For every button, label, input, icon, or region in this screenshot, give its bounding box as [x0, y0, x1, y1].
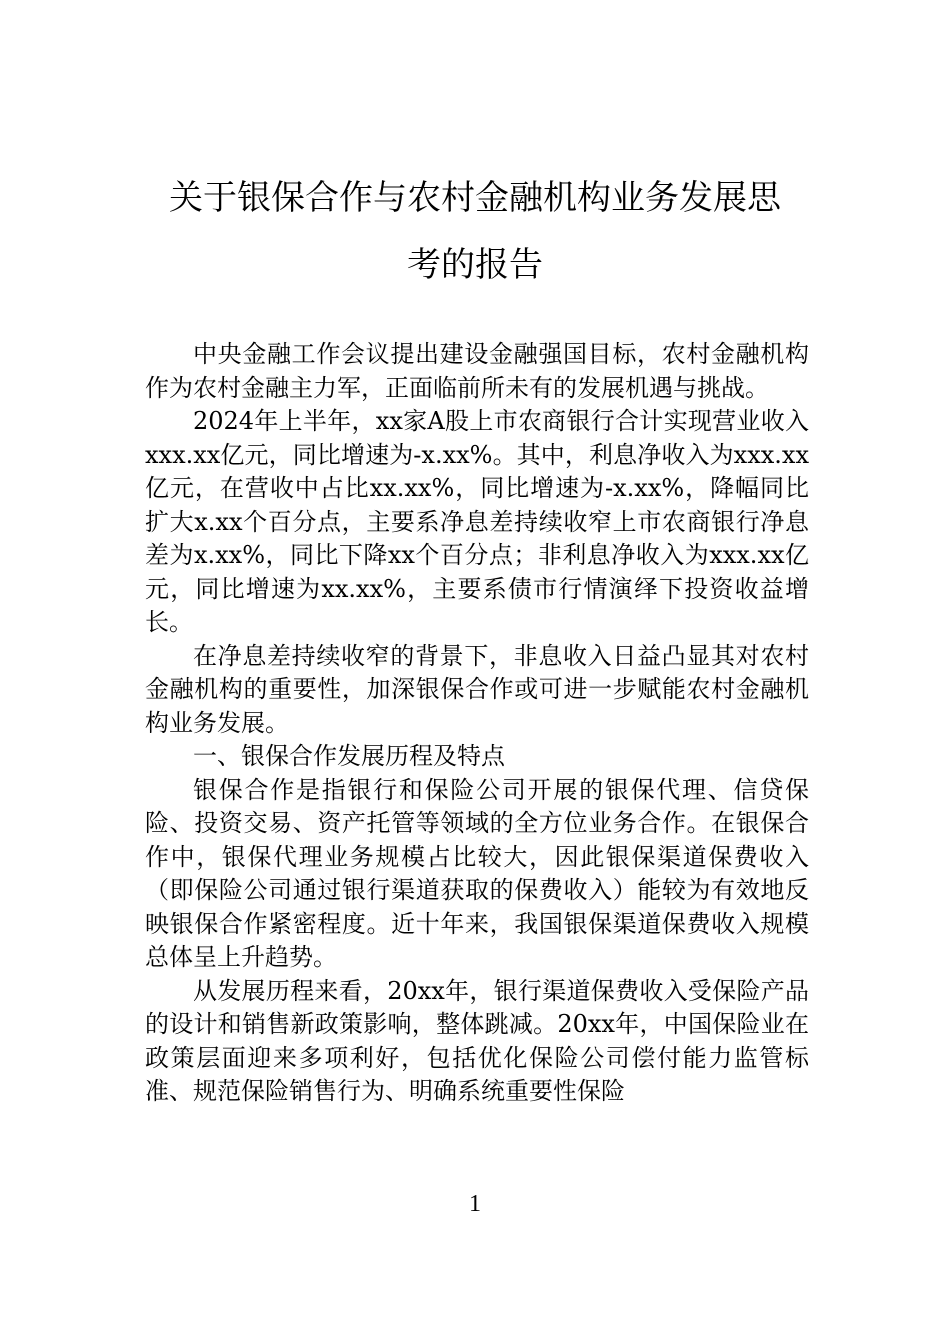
document-body [145, 338, 809, 1109]
paragraph-performance: 2024年上半年，xx家A股上市农商银行合计实现营业收入xxx.xx亿元，同比增速为-x.xx%。其中，利息净收入为xxx.xx亿元，在营收中占比xx.xx%，同比增速为-x.xx%，降幅同比扩大x.xx个百分点，主要系净息差持续收窄上市农商银行净息差为x.xx%，同比下降xx个百分点；非利息净收入为xxx.xx亿元，同比增速为xx.xx%，主要系债市行情演绎下投资收益增长。 [145, 407, 809, 636]
document-title-line-1: 关于银保合作与农村金融机构业务发展思 [169, 178, 781, 218]
document-title-line-2: 考的报告 [407, 245, 543, 285]
paragraph-intro: 中央金融工作会议提出建设金融强国目标，农村金融机构作为农村金融主力军，正面临前所未有的发展机遇与挑战。 [145, 340, 809, 402]
paragraph-definition: 银保合作是指银行和保险公司开展的银保代理、信贷保险、投资交易、资产托管等领域的全方位业务合作。在银保合作中，银保代理业务规模占比较大，因此银保渠道保费收入（即保险公司通过银行渠道获取的保费收入）能较为有效地反映银保合作紧密程度。近十年来，我国银保渠道保费收入规模总体呈上升趋势。 [145, 775, 809, 971]
page-number: 1 [469, 1191, 481, 1217]
paragraph-background: 在净息差持续收窄的背景下，非息收入日益凸显其对农村金融机构的重要性，加深银保合作或可进一步赋能农村金融机构业务发展。 [145, 641, 809, 737]
section-heading-1: 一、银保合作发展历程及特点 [193, 742, 505, 770]
paragraph-history: 从发展历程来看，20xx年，银行渠道保费收入受保险产品的设计和销售新政策影响，整体跳减。20xx年，中国保险业在政策层面迎来多项利好，包括优化保险公司偿付能力监管标准、规范保险销售行为、明确系统重要性保险 [145, 976, 809, 1105]
